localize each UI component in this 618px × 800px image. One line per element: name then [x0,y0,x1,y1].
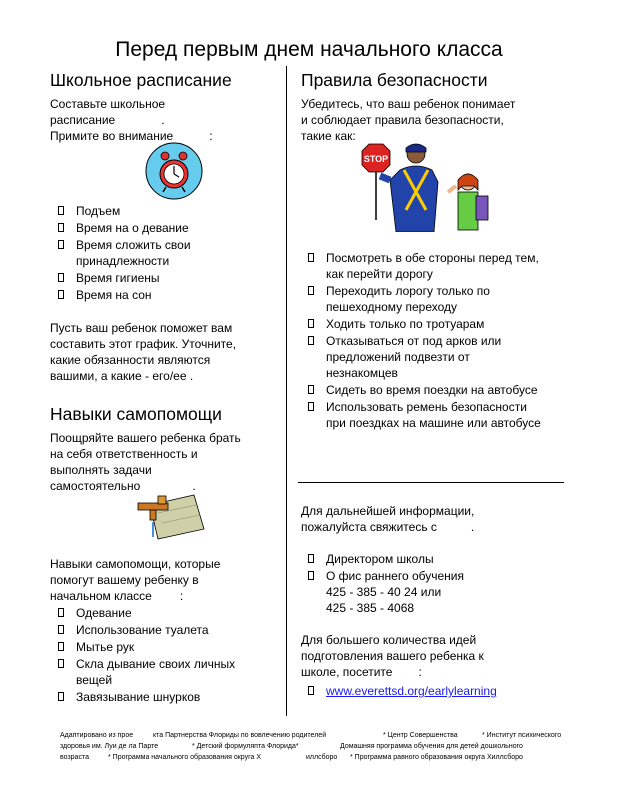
bullet-box-icon [58,642,64,651]
list-item: Время гигиены [53,270,253,286]
list-item: Время на сон [53,287,253,303]
bullet-box-icon [308,253,314,262]
contact-intro: Для дальнейшей информации, пожалуйста свяжитесь с . [301,504,475,534]
list-item: Использование туалета [53,622,253,638]
schedule-list [53,203,253,304]
ideas-paragraph: Для большего количества идей подготовления вашего ребенка к школе, посетите : [301,633,484,679]
footer-text: Адаптировано из прое [60,732,134,739]
footer-text: Домашняя программа обучения для детей дошкольного [340,743,523,750]
footer-text: * Центр Совершенства [383,732,458,739]
alarm-clock-icon [140,142,208,200]
list-item: Время сложить свои принадлежности [53,237,253,269]
list-item: Сидеть во время поездки на автобусе [303,382,543,398]
list-item: Подъем [53,203,253,219]
phone-numbers: 425 - 385 - 40 24 или 425 - 385 - 4068 [326,585,442,615]
list-item: Мытье рук [53,639,253,655]
list-item: Использовать ремень безопасности при поездках на машине или автобусе [303,399,543,431]
footer-text: * Программа начального образования округа X [108,754,262,761]
bullet-box-icon [58,290,64,299]
selfhelp-list [53,605,253,706]
footer-text: * Программа равного образования округа Хиллсборо [350,754,523,761]
list-item: Время на о девание [53,220,253,236]
selfhelp-intro: Навыки самопомощи, которые помогут вашему ребенку в начальном классе : [50,557,221,603]
bullet-box-icon [308,319,314,328]
bullet-box-icon [308,402,314,411]
schedule-intro-line1: Составьте школьное расписание [50,97,166,127]
bullet-box-icon [308,686,314,695]
footer-text: иллсборо [306,754,338,761]
stop-sign-text: STOP [363,154,389,164]
schedule-heading: Школьное расписание [50,70,232,90]
footer-text: * Институт психического [482,732,562,739]
list-item: Одевание [53,605,253,621]
footer-text: возраста [60,754,89,761]
list-item: Посмотреть в обе стороны перед тем, как перейти дорогу [303,250,543,282]
footer-text: кта Партнерства Флориды по вовлечению родителей [153,732,327,739]
safety-intro: Убедитесь, что ваш ребенок понимает и соблюдает правила безопасности, такие как: [301,97,516,143]
list-item: Переходить лорогу только по пешеходному переходу [303,283,543,315]
list-item [303,683,563,699]
bullet-box-icon [58,659,64,668]
link-list [303,683,563,700]
safety-heading: Правила безопасности [301,70,488,90]
crossing-guard-icon [360,140,500,232]
list-item: Отказываться от под арков или предложений подвезти от незнакомцев [303,333,543,381]
selfhelp-heading: Навыки самопомощи [50,404,222,424]
schedule-intro-dot: . [161,113,165,127]
bullet-box-icon [58,692,64,701]
list-item: Завязывание шнурков [53,689,253,705]
column-divider [286,66,287,716]
list-item: Скла дывание своих личных вещей [53,656,253,688]
bullet-box-icon [308,336,314,345]
bullet-box-icon [58,608,64,617]
schedule-intro-colon: : [209,129,213,143]
section-divider [298,482,564,483]
footer-text: здоровья им. Луи де ла Парте [60,743,159,750]
schedule-intro [50,96,280,144]
list-item: Директором школы [303,551,543,567]
page-title: Перед первым днем начального класса [115,38,503,61]
selfhelp-paragraph: Поощряйте вашего ребенка брать на себя ответственность и выполнять задачи самостоятельно . [50,431,241,493]
bullet-box-icon [58,240,64,249]
bullet-box-icon [308,385,314,394]
faucet-icon [136,487,208,543]
schedule-intro-line2: Примите во внимание [50,129,174,143]
early-learning-link[interactable]: www.everettsd.org/earlylearning [326,684,497,698]
list-item: О фис раннего обучения [303,568,543,584]
safety-list [303,250,543,432]
bullet-box-icon [308,571,314,580]
list-item: Ходить только по тротуарам [303,316,543,332]
bullet-box-icon [58,223,64,232]
bullet-box-icon [58,206,64,215]
bullet-box-icon [308,554,314,563]
schedule-paragraph: Пусть ваш ребенок поможет вам составить этот график. Уточните, какие обязанности являются вашими, а какие - его/ее . [50,321,237,383]
bullet-box-icon [58,625,64,634]
bullet-box-icon [58,273,64,282]
bullet-box-icon [308,286,314,295]
footer-text: * Детский формуляпта Флорида* [192,743,299,750]
contact-list [303,551,543,585]
